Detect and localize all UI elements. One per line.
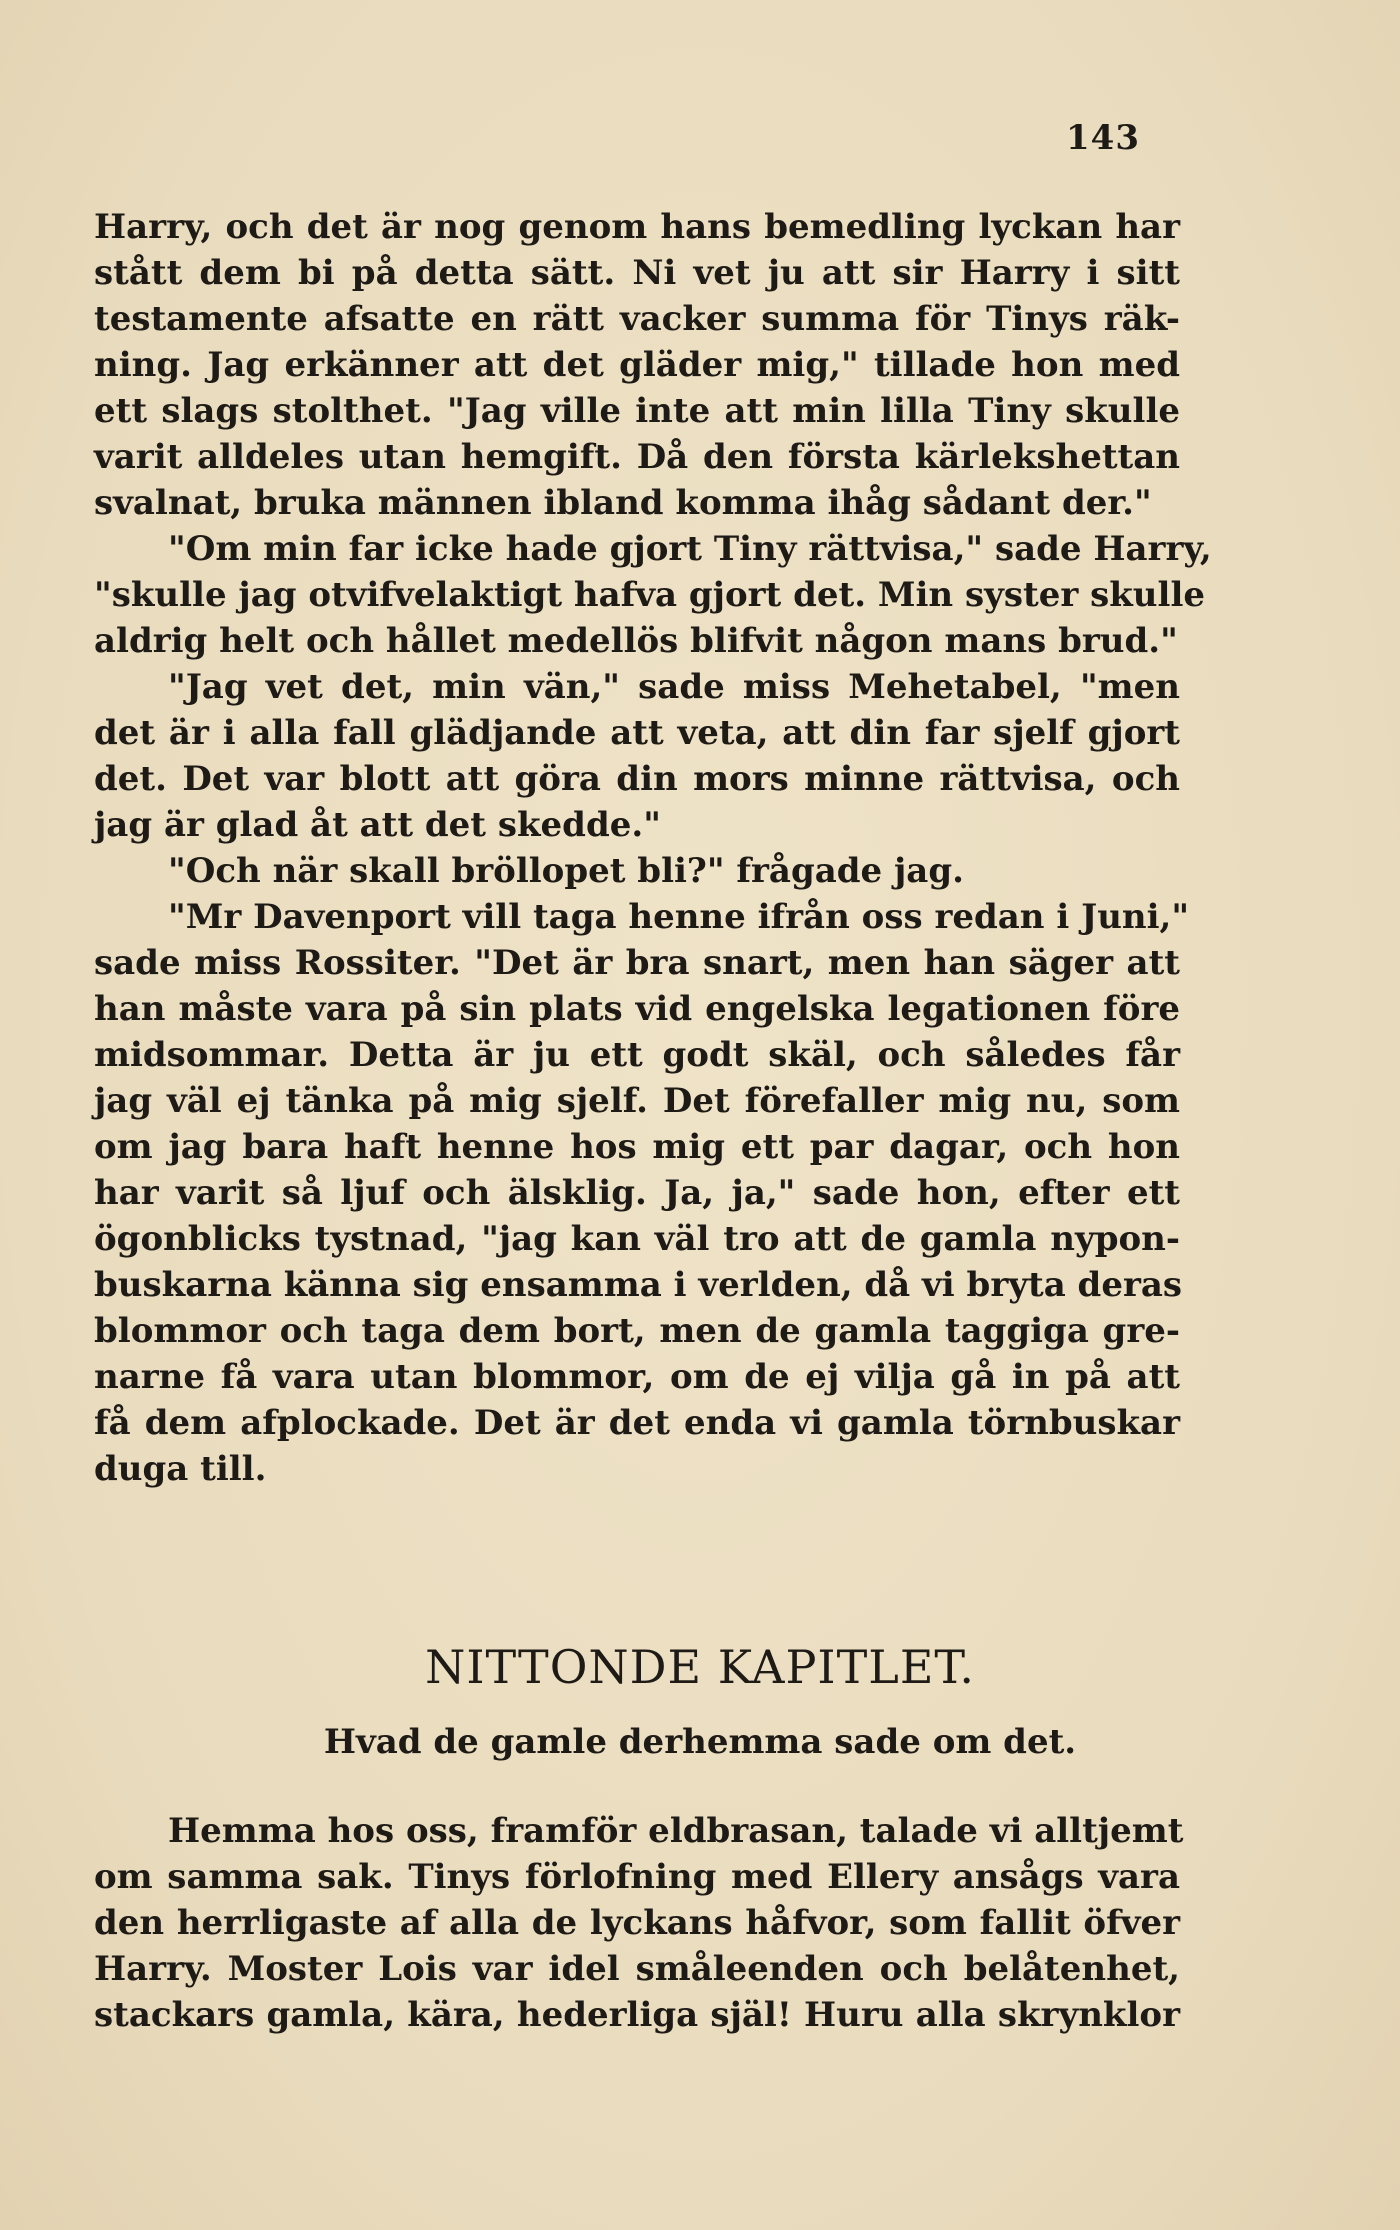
text-line: blommor och taga dem bort, men de gamla taggiga gre-	[94, 1311, 1180, 1351]
text-line: duga till.	[94, 1449, 267, 1489]
text-line: har varit så ljuf och älsklig. Ja, ja," sade hon, efter ett	[94, 1173, 1180, 1213]
chapter-subtitle: Hvad de gamle derhemma sade om det.	[323, 1722, 1077, 1762]
text-line: det är i alla fall glädjande att veta, att din far sjelf gjort	[94, 713, 1180, 753]
text-line: "Och när skall bröllopet bli?" frågade jag.	[168, 851, 964, 891]
text-line: midsommar. Detta är ju ett godt skäl, och således får	[94, 1035, 1180, 1075]
text-line: sade miss Rossiter. "Det är bra snart, men han säger att	[94, 943, 1180, 983]
text-line: ning. Jag erkänner att det gläder mig," tillade hon med	[94, 345, 1180, 385]
text-line: jag är glad åt att det skedde."	[94, 805, 661, 845]
text-line: om samma sak. Tinys förlofning med Ellery ansågs vara	[94, 1857, 1180, 1897]
text-line: narne få vara utan blommor, om de ej vilja gå in på att	[94, 1357, 1180, 1397]
text-line: han måste vara på sin plats vid engelska legationen före	[94, 989, 1180, 1029]
text-line: Hemma hos oss, framför eldbrasan, talade vi alltjemt	[168, 1811, 1184, 1851]
text-line: "Om min far icke hade gjort Tiny rättvisa," sade Harry,	[168, 529, 1212, 569]
text-line: jag väl ej tänka på mig sjelf. Det förefaller mig nu, som	[94, 1081, 1180, 1121]
page-number: 143	[1066, 118, 1140, 158]
text-line: Harry, och det är nog genom hans bemedling lyckan har	[94, 207, 1180, 247]
text-line: "Mr Davenport vill taga henne ifrån oss redan i Juni,"	[168, 897, 1190, 937]
text-line: testamente afsatte en rätt vacker summa för Tinys räk-	[94, 299, 1180, 339]
text-line: aldrig helt och hållet medellös blifvit någon mans brud."	[94, 621, 1178, 661]
chapter-title: NITTONDE KAPITLET.	[425, 1640, 975, 1694]
text-line: ett slags stolthet. "Jag ville inte att min lilla Tiny skulle	[94, 391, 1180, 431]
text-line: "skulle jag otvifvelaktigt hafva gjort det. Min syster skulle	[94, 575, 1205, 615]
text-line: det. Det var blott att göra din mors minne rättvisa, och	[94, 759, 1180, 799]
body-text-bottom	[94, 1808, 1184, 2038]
text-line: buskarna känna sig ensamma i verlden, då vi bryta deras	[94, 1265, 1183, 1305]
text-line: om jag bara haft henne hos mig ett par dagar, och hon	[94, 1127, 1180, 1167]
text-line: stått dem bi på detta sätt. Ni vet ju att sir Harry i sitt	[94, 253, 1180, 293]
text-line: "Jag vet det, min vän," sade miss Mehetabel, "men	[168, 667, 1180, 707]
text-line: svalnat, bruka männen ibland komma ihåg sådant der."	[94, 483, 1152, 523]
text-line: stackars gamla, kära, hederliga själ! Huru alla skrynklor	[94, 1995, 1180, 2035]
body-text-top	[94, 204, 1212, 1492]
text-line: den herrligaste af alla de lyckans håfvor, som fallit öfver	[94, 1903, 1180, 1943]
text-line: Harry. Moster Lois var idel småleenden och belåtenhet,	[94, 1949, 1180, 1989]
text-line: få dem afplockade. Det är det enda vi gamla törnbuskar	[94, 1403, 1180, 1443]
text-line: ögonblicks tystnad, "jag kan väl tro att de gamla nypon-	[94, 1219, 1180, 1259]
text-line: varit alldeles utan hemgift. Då den första kärlekshettan	[94, 437, 1180, 477]
